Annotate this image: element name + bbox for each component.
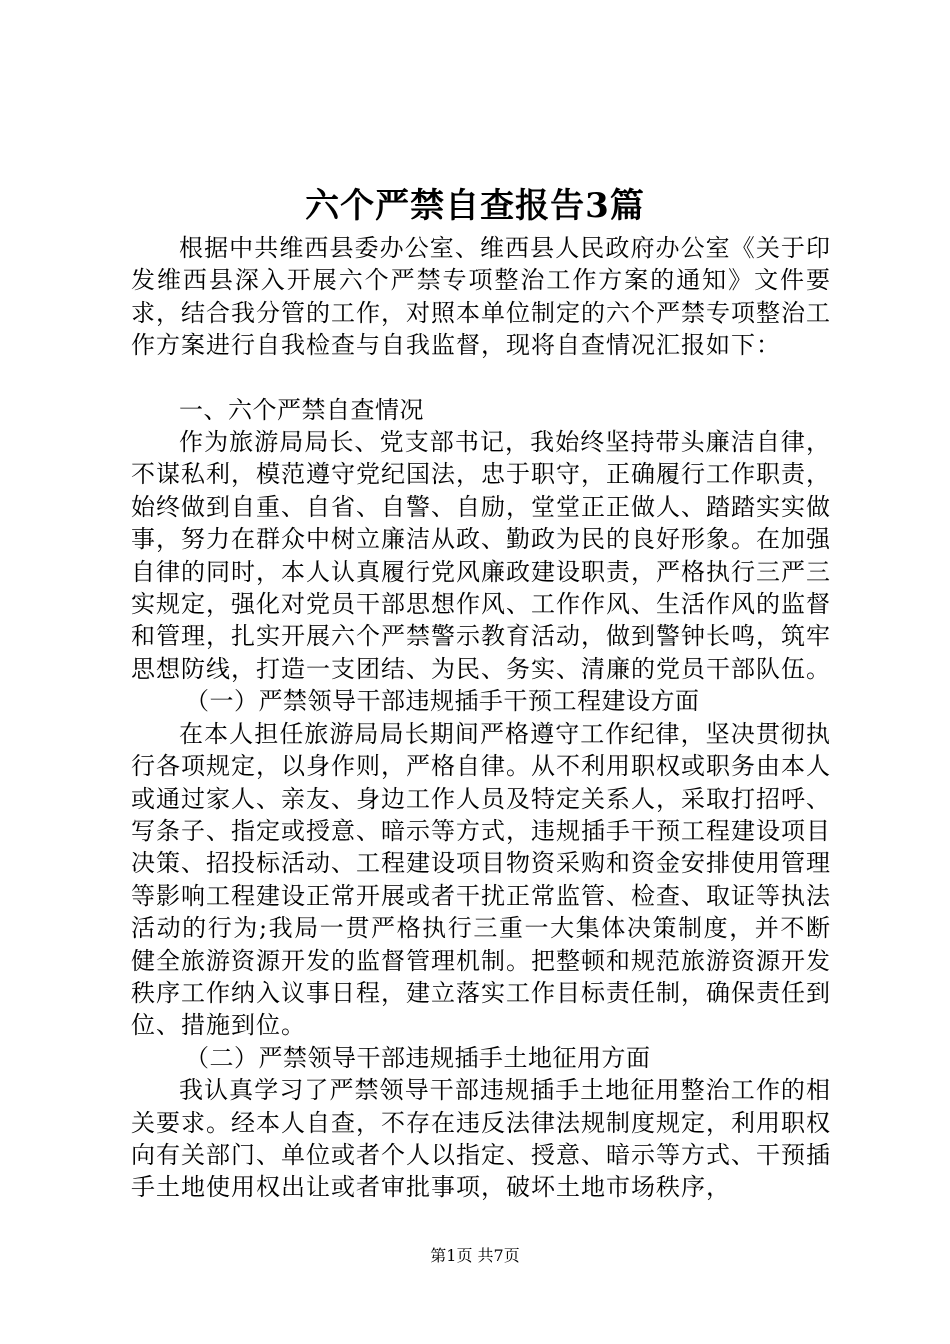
subsection-2-heading: （二）严禁领导干部违规插手土地征用方面 (185, 1043, 651, 1072)
subsection-1-heading: （一）严禁领导干部违规插手干预工程建设方面 (185, 687, 700, 716)
section-1-heading: 一、六个严禁自查情况 (179, 395, 424, 424)
section-1-paragraph: 作为旅游局局长、党支部书记，我始终坚持带头廉洁自律，不谋私利，模范遵守党纪国法，忠于职守，正确履行工作职责，始终做到自重、自省、自警、自励，堂堂正正做人、踏踏实实做事，努力在群众中树立廉洁从政、勤政为民的良好形象。在加强自律的同时，本人认真履行党风廉政建设职责，严格执行三严三实规定，强化对党员干部思想作风、工作作风、生活作风的监督和管理，扎实开展六个严禁警示教育活动，做到警钟长鸣，筑牢思想防线，打造一支团结、为民、务实、清廉的党员干部队伍。 (131, 428, 831, 683)
document-body (131, 232, 831, 1204)
document-title: 六个严禁自查报告3篇 (305, 186, 645, 226)
page-footer: 第1页 共7页 (430, 1246, 520, 1265)
subsection-2-paragraph: 我认真学习了严禁领导干部违规插手土地征用整治工作的相关要求。经本人自查，不存在违反法律法规制度规定，利用职权向有关部门、单位或者个人以指定、授意、暗示等方式、干预插手土地使用权出让或者审批事项，破坏土地市场秩序， (131, 1076, 831, 1202)
paragraph-gap (131, 362, 831, 394)
intro-paragraph: 根据中共维西县委办公室、维西县人民政府办公室《关于印发维西县深入开展六个严禁专项整治工作方案的通知》文件要求，结合我分管的工作，对照本单位制定的六个严禁专项整治工作方案进行自我检查与自我监督，现将自查情况汇报如下： (131, 234, 831, 360)
subsection-1-paragraph: 在本人担任旅游局局长期间严格遵守工作纪律，坚决贯彻执行各项规定，以身作则，严格自律。从不利用职权或职务由本人或通过家人、亲友、身边工作人员及特定关系人，采取打招呼、写条子、指定或授意、暗示等方式，违规插手干预工程建设项目决策、招投标活动、工程建设项目物资采购和资金安排使用管理等影响工程建设正常开展或者干扰正常监管、检查、取证等执法活动的行为;我局一贯严格执行三重一大集体决策制度，并不断健全旅游资源开发的监督管理机制。把整顿和规范旅游资源开发秩序工作纳入议事日程，建立落实工作目标责任制，确保责任到位、措施到位。 (131, 719, 831, 1040)
